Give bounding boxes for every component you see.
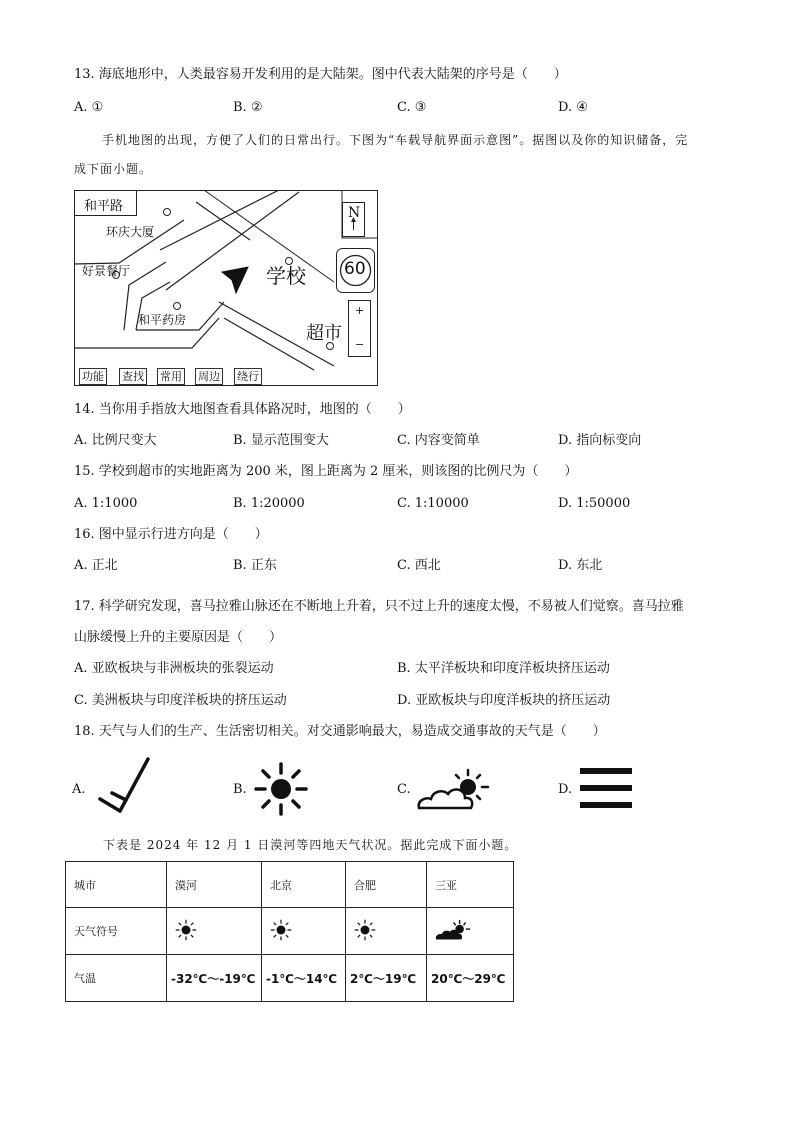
table-header-city: 城市 — [66, 862, 167, 908]
table-intro: 下表是 2024 年 12 月 1 日漠河等四地天气状况。据此完成下面小题。 — [103, 838, 518, 852]
map-button-common[interactable]: 常用 — [157, 368, 185, 385]
table-cell-symbol — [427, 908, 514, 955]
table-cell-symbol — [262, 908, 346, 955]
table-cell-symbol — [346, 908, 427, 955]
q16-stem: 16. 图中显示行进方向是（ ） — [74, 527, 268, 542]
navigation-map — [74, 190, 378, 386]
q16-option-d[interactable]: D. 东北 — [558, 558, 603, 573]
table-cell-temp-beijing: -1℃～14℃ — [262, 955, 346, 1002]
q14-option-b[interactable]: B. 显示范围变大 — [233, 433, 329, 448]
map-place-haojing: 好景餐厅 — [82, 264, 131, 278]
map-intro-line2: 成下面小题。 — [74, 162, 153, 176]
table-row-symbol — [66, 908, 514, 955]
partly-cloudy-icon — [416, 767, 492, 811]
table-header-beijing: 北京 — [262, 862, 346, 908]
q18-option-b[interactable]: B. — [233, 782, 247, 797]
q15-option-d[interactable]: D. 1:50000 — [558, 496, 631, 511]
q13-option-d[interactable]: D. ④ — [558, 100, 588, 115]
q18-option-c[interactable]: C. — [397, 782, 411, 797]
map-road-label: 和平路 — [84, 199, 124, 214]
q17-stem-line2: 山脉缓慢上升的主要原因是（ ） — [74, 630, 283, 645]
map-button-nearby[interactable]: 周边 — [195, 368, 223, 385]
table-row-temperature — [66, 955, 514, 1002]
q17-stem-line1: 17. 科学研究发现，喜马拉雅山脉还在不断地上升着，只不过上升的速度太慢，不易被人们觉察。喜马拉雅 — [74, 599, 684, 614]
q17-option-c[interactable]: C. 美洲板块与印度洋板块的挤压运动 — [74, 693, 287, 708]
map-place-heping-pharmacy: 和平药房 — [138, 313, 187, 327]
north-arrow-icon: N — [348, 205, 361, 221]
q18-option-d[interactable]: D. — [558, 782, 573, 797]
map-intro-line1: 手机地图的出现，方便了人们的日常出行。下图为“车载导航界面示意图”。据图以及你的知识储备，完 — [102, 133, 689, 147]
speed-limit-sign: 60 — [344, 259, 366, 279]
q16-option-a[interactable]: A. 正北 — [74, 558, 118, 573]
q14-option-a[interactable]: A. 比例尺变大 — [74, 433, 157, 448]
map-place-school: 学校 — [266, 264, 306, 288]
table-header-mohe: 漠河 — [167, 862, 262, 908]
zoom-out-button[interactable]: − — [355, 338, 365, 351]
sunny-icon — [254, 762, 308, 816]
partly-cloudy-icon — [435, 918, 471, 942]
zoom-in-button[interactable]: + — [355, 304, 365, 317]
fog-icon — [580, 766, 632, 810]
table-cell-symbol — [167, 908, 262, 955]
wind-symbol-icon — [92, 757, 152, 815]
q13-option-b[interactable]: B. ② — [233, 100, 263, 115]
q15-option-b[interactable]: B. 1:20000 — [233, 496, 305, 511]
sunny-icon — [175, 919, 197, 941]
q17-option-d[interactable]: D. 亚欧板块与印度洋板块的挤压运动 — [397, 693, 611, 708]
map-roads-drawing — [74, 190, 378, 386]
q18-option-a[interactable]: A. — [72, 782, 86, 797]
table-label-symbol: 天气符号 — [66, 908, 167, 955]
map-button-search[interactable]: 查找 — [119, 368, 147, 385]
q17-option-b[interactable]: B. 太平洋板块和印度洋板块挤压运动 — [397, 661, 610, 676]
q18-stem: 18. 天气与人们的生产、生活密切相关。对交通影响最大，易造成交通事故的天气是（ ） — [74, 724, 606, 739]
map-button-detour[interactable]: 绕行 — [234, 368, 262, 385]
table-header-row — [66, 862, 514, 908]
q15-option-c[interactable]: C. 1:10000 — [397, 496, 469, 511]
table-header-sanya: 三亚 — [427, 862, 514, 908]
table-cell-temp-hefei: 2℃～19℃ — [346, 955, 427, 1002]
q16-option-c[interactable]: C. 西北 — [397, 558, 441, 573]
table-cell-temp-sanya: 20℃～29℃ — [427, 955, 514, 1002]
q17-option-a[interactable]: A. 亚欧板块与非洲板块的张裂运动 — [74, 661, 274, 676]
q14-option-c[interactable]: C. 内容变简单 — [397, 433, 480, 448]
q14-option-d[interactable]: D. 指向标变向 — [558, 433, 642, 448]
sunny-icon — [270, 919, 292, 941]
q13-option-c[interactable]: C. ③ — [397, 100, 427, 115]
map-place-supermarket: 超市 — [306, 323, 342, 344]
map-button-function[interactable]: 功能 — [79, 368, 107, 385]
q13-stem: 13. 海底地形中，人类最容易开发利用的是大陆架。图中代表大陆架的序号是（ ） — [74, 67, 567, 82]
table-cell-temp-mohe: -32℃～-19℃ — [167, 955, 262, 1002]
q13-option-a[interactable]: A. ① — [74, 100, 104, 115]
map-place-huanqing: 环庆大厦 — [106, 225, 155, 239]
q14-stem: 14. 当你用手指放大地图查看具体路况时，地图的（ ） — [74, 402, 411, 417]
table-header-hefei: 合肥 — [346, 862, 427, 908]
q15-stem: 15. 学校到超市的实地距离为 200 米，图上距离为 2 厘米，则该图的比例尺为（ ） — [74, 464, 578, 479]
q16-option-b[interactable]: B. 正东 — [233, 558, 277, 573]
q15-option-a[interactable]: A. 1:1000 — [74, 496, 138, 511]
sunny-icon — [354, 919, 376, 941]
weather-table — [65, 861, 514, 1002]
table-label-temperature: 气温 — [66, 955, 167, 1002]
